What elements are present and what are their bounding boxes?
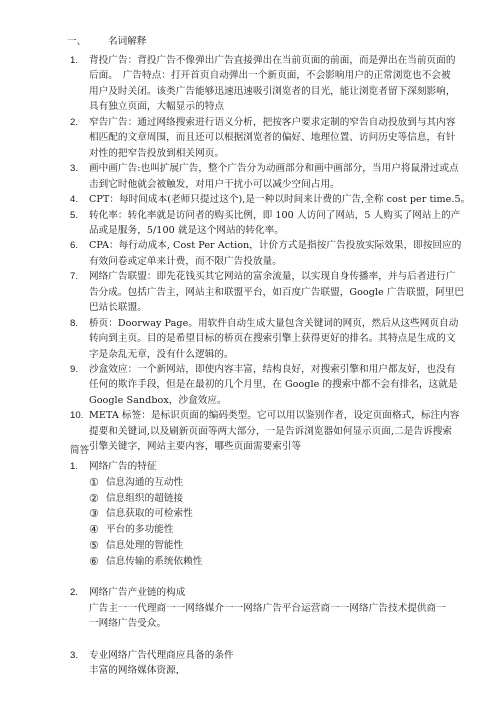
bullet-text: 信息获取的可检索性 [106,508,193,520]
list-item-text-line: Google Sandbox，沙盒效应。 [89,394,227,406]
list-item-text-line: 提要和关键词,以及刷新页面等两大部分，一是告诉浏览器如何显示页面,二是告诉搜索 [89,425,453,437]
section-heading-title: 名词解释 [108,36,147,47]
list-item-number: 5. [70,209,79,221]
answer-text-line: 丰富的网络媒体资源， [89,665,186,676]
list-item-number: 10. [70,410,84,422]
list-item-text-line: 字是杂乱无章，没有什么逻辑的。 [89,348,234,360]
bullet-marker: ① [89,476,99,489]
list-item-text-line: 后面。 广告特点：打开首页自动弹出一个新页面，不会影响用户的正常浏览也不会被 [89,70,451,82]
list-item-text-line: 巴站长联盟。 [89,302,147,314]
section-heading-number: 一、 [67,36,87,47]
list-item-text-line: 对性的把窄告投放到相关网页。 [89,147,225,159]
list-item-text-line: 击到它时他就会被触发，对用户干扰小可以减少空间占用。 [89,178,340,190]
list-item-text-line: 用户及时关闭。该类广告能够迅速迅速吸引浏览者的目光，能让浏览者留下深刻影响， [89,85,456,97]
bullet-text: 信息沟通的互动性 [106,477,184,488]
list-item-text-line: CPT：每时间成本(老师只提过这个),是一种以时间来计费的广告,全称 cost per time.5。 [89,194,471,206]
bullet-marker: ④ [89,523,99,537]
list-item-text-line: 任何的欺诈手段，但是在最初的几个月里，在 Google 的搜索中都不会有排名，这就是 [89,379,458,391]
list-item-number: 9. [70,364,79,375]
question-number: 3. [70,650,79,661]
bullet-text: 平台的多功能性 [106,524,174,536]
question-title: 网络广告的特征 [89,461,157,472]
bullet-text: 信息组织的超链接 [106,492,184,504]
section-heading: 简答 [70,445,90,456]
list-item-text-line: CPA：每行动成本, Cost Per Action，计价方式是指按广告投放实际效果，即按回应的 [89,240,462,252]
bullet-text: 信息传输的系统依赖性 [106,555,203,567]
list-item-text-line: 品或是服务，5/100 就是这个网站的转化率。 [89,224,284,236]
bullet-marker: ② [89,491,99,505]
bullet-marker: ⑤ [89,538,99,552]
list-item-number: 4. [70,194,79,206]
list-item-number: 7. [70,271,79,283]
answer-text-line: 一网络广告受众。 [89,618,167,630]
list-item-number: 2. [70,116,79,128]
list-item-text-line: 网络广告联盟：即先花钱买其它网站的富余流量，以实现自身传播率，并与后者进行广 [89,271,456,283]
question-title: 网络广告产业链的构成 [89,587,186,598]
question-number: 2. [70,587,79,598]
list-item-number: 8. [70,317,79,329]
list-item-number: 3. [70,163,79,175]
list-item-number: 6. [70,240,79,252]
bullet-text: 信息处理的智能性 [106,539,184,551]
list-item-text-line: 沙盒效应：一个新网站，即使内容丰富，结构良好，对搜索引擎和用户都友好，也没有 [89,364,456,375]
list-item-text-line: 引擎关键字，网站主要内容，哪些页面需要索引等 [89,441,302,453]
question-number: 1. [70,461,79,472]
list-item-number: 1. [70,55,79,66]
list-item-text-line: 有效问卷或定单来计费，而不限广告投放量。 [89,255,282,267]
list-item-text-line: 转向到主页。目的是希望目标的桥页在搜索引擎上获得更好的排名。其特点是生成的文 [89,333,456,345]
answer-text-line: 广告主一一代理商一一网络媒介一一网络广告平台运营商一一网络广告技术提供商一 [89,603,446,614]
list-item-text-line: 桥页：Doorway Page。用软件自动生成大量包含关键词的网页，然后从这些网页自动 [89,317,459,329]
list-item-text-line: 背投广告：背投广告不像弹出广告直接弹出在当前页面的前面，而是弹出在当前页面的 [89,55,456,66]
list-item-text-line: 相匹配的文章周围，而且还可以根据浏览者的偏好、地理位置、访问历史等信息，有针 [89,132,456,144]
list-item-text-line: 画中画广告:也叫扩展广告，整个广告分为动画部分和画中画部分，当用户将鼠滑过或点 [89,163,459,175]
list-item-text-line: 窄告广告：通过网络搜索进行语义分析，把按客户要求定制的窄告自动投放到与其内容 [89,116,456,128]
list-item-text-line: META 标签：是标识页面的编码类型。它可以用以鉴别作者，设定页面格式，标注内容 [89,410,460,422]
bullet-marker: ③ [89,507,99,521]
list-item-text-line: 转化率：转化率就是访问者的购买比例，即 100 人访问了网站，5 人购买了网站上的产 [89,209,461,221]
list-item-text-line: 具有独立页面，大幅显示的特点 [89,101,225,113]
bullet-marker: ⑥ [89,554,99,568]
question-title: 专业网络广告代理商应具备的条件 [89,650,234,661]
list-item-text-line: 告分成。包括广告主，网站主和联盟平台，如百度广告联盟，Google 广告联盟，阿里巴 [89,286,465,298]
